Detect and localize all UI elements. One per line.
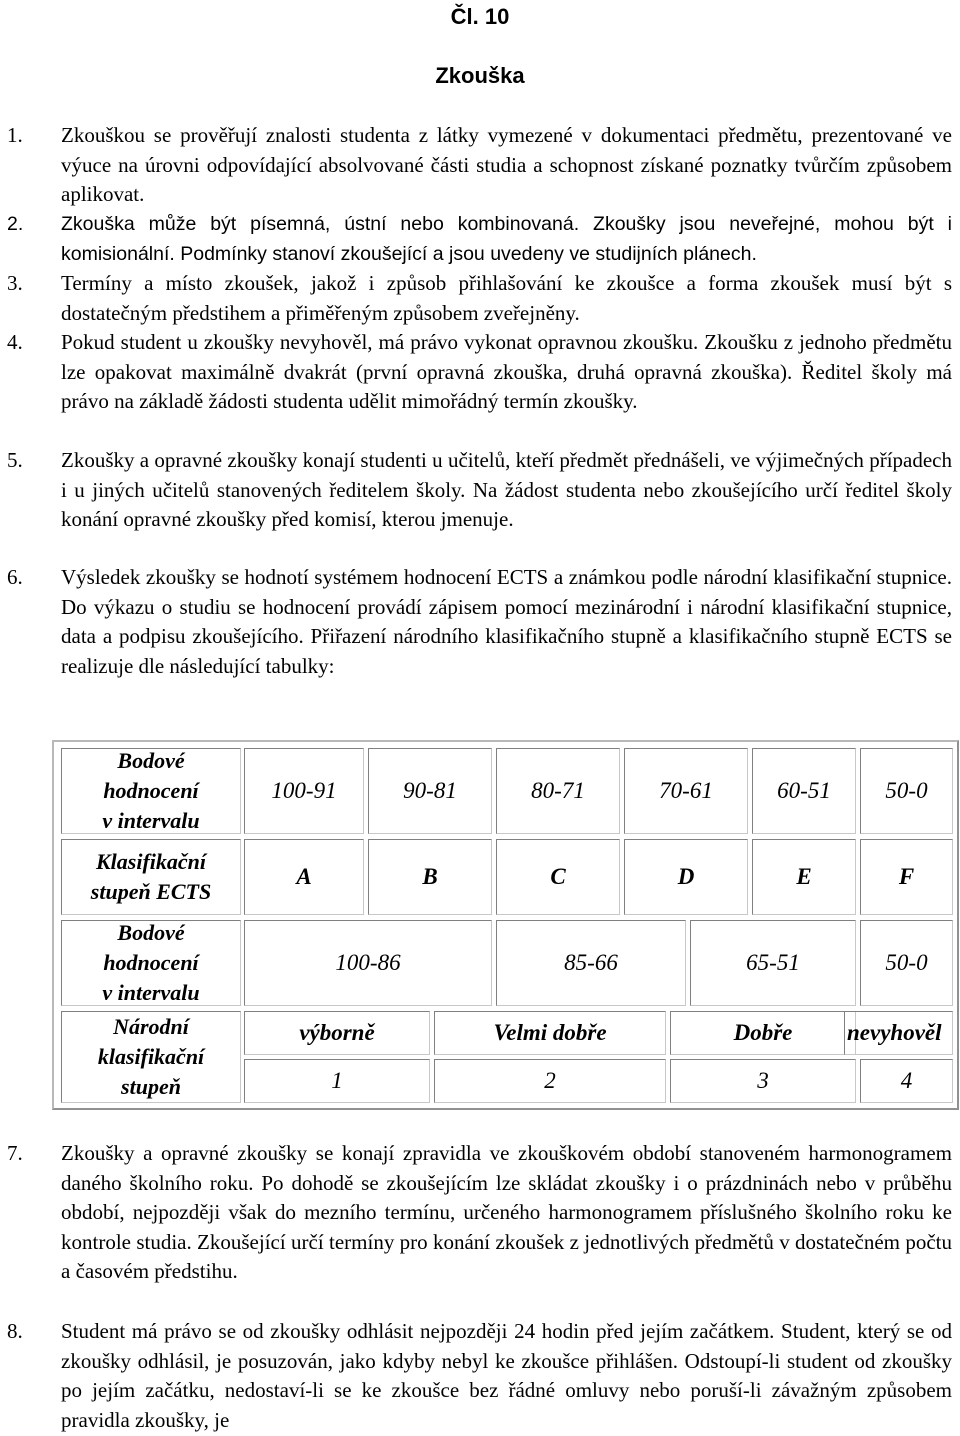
ects-grade-cell: C <box>496 839 620 915</box>
paragraph-number: 7. <box>7 1141 23 1165</box>
national-points-cell: 65-51 <box>690 920 856 1006</box>
national-points-cell: 50-0 <box>860 920 953 1006</box>
paragraph-8 <box>0 1317 952 1435</box>
paragraph-number: 6. <box>7 565 23 589</box>
paragraph-2 <box>0 210 952 269</box>
national-number-cell: 3 <box>670 1059 856 1103</box>
paragraph-number: 8. <box>7 1319 23 1343</box>
grade-table <box>52 740 959 1110</box>
paragraph-number: 5. <box>7 448 23 472</box>
ects-grade-cell: D <box>624 839 748 915</box>
ects-points-cell: 90-81 <box>368 748 492 834</box>
paragraph-6 <box>0 563 952 681</box>
ects-points-cell: 70-61 <box>624 748 748 834</box>
ects-grade-cell: F <box>860 839 953 915</box>
ects-grade-cell: B <box>368 839 492 915</box>
paragraph-text: Student má právo se od zkoušky odhlásit nejpozději 24 hodin před jejím začátkem. Student, který se od zkoušky odhlásil, je posuzován, jako kdyby nebyl ke zkoušce přihlášen. Odstoupí-li student od zkoušky po jejím začátku, nedostaví-li se ke zkoušce bez řádné omluvy nebo poruší-li závažným způsobem pravidla zkoušky, je <box>61 1319 952 1432</box>
paragraph-3 <box>0 269 952 328</box>
paragraph-text: Zkoušky a opravné zkoušky se konají zpravidla ve zkouškovém období stanoveném harmonogramem daného školního roku. Po dohodě se zkoušejícím lze skládat zkoušky i o prázdninách nebo v průběhu období, nejpozději však do mezního termínu, určeného harmonogramem příslušného školního roku ke kontrole studia. Zkoušející určí termíny pro konání zkoušek z jednotlivých předmětů v dostatečném počtu a časovém předstihu. <box>61 1141 952 1283</box>
paragraph-number: 2. <box>7 213 24 235</box>
ects-grade-cell: E <box>752 839 856 915</box>
paragraph-5 <box>0 446 952 535</box>
ects-points-cell: 60-51 <box>752 748 856 834</box>
national-number-cell: 2 <box>434 1059 666 1103</box>
paragraph-text: Termíny a místo zkoušek, jakož i způsob přihlašování ke zkoušce a forma zkoušek musí být s dostatečným předstihem a přiměřeným způsobem zveřejněny. <box>61 271 952 325</box>
national-number-cell: 1 <box>244 1059 430 1103</box>
label-points-national: Bodové hodnocení v intervalu <box>61 920 241 1006</box>
national-word-cell: výborně <box>244 1011 430 1055</box>
paragraph-1 <box>0 121 952 210</box>
label-ects-grade: Klasifikační stupeň ECTS <box>61 839 241 915</box>
ects-grade-cell: A <box>244 839 364 915</box>
paragraph-text: Zkouškou se prověřují znalosti studenta z látky vymezené v dokumentaci předmětu, prezentované ve výuce na úrovni odpovídající absolvované části studia a schopnost získané poznatky tvůrčím způsobem aplikovat. <box>61 123 952 206</box>
paragraph-number: 3. <box>7 271 23 295</box>
label-points-ects: Bodové hodnocení v intervalu <box>61 748 241 834</box>
ects-points-cell: 80-71 <box>496 748 620 834</box>
national-word-cell: Dobře <box>670 1011 856 1055</box>
paragraph-text: Zkoušky a opravné zkoušky konají studenti u učitelů, kteří předmět přednášeli, ve výjimečných případech i u jiných učitelů stanovených ředitelem školy. Na žádost studenta nebo zkoušejícího určí ředitel školy konání opravné zkoušky před komisí, kterou jmenuje. <box>61 448 952 531</box>
national-number-cell: 4 <box>860 1059 953 1103</box>
national-points-cell: 85-66 <box>496 920 686 1006</box>
article-title: Zkouška <box>435 63 525 88</box>
paragraph-4 <box>0 328 952 417</box>
paragraph-7 <box>0 1139 952 1287</box>
paragraph-text: Výsledek zkoušky se hodnotí systémem hodnocení ECTS a známkou podle národní klasifikační stupnice. Do výkazu o studiu se hodnocení provádí zápisem pomocí mezinárodní i národní klasifikační stupnice, data a podpisu zkoušejícího. Přiřazení národního klasifikačního stupně a klasifikačního stupně ECTS se realizuje dle následující tabulky: <box>61 565 952 678</box>
ects-points-cell: 100-91 <box>244 748 364 834</box>
paragraph-text: Pokud student u zkoušky nevyhověl, má právo vykonat opravnou zkoušku. Zkoušku z jednoho předmětu lze opakovat maximálně dvakrát (první opravná zkouška, druhá opravná zkouška). Ředitel školy má právo na základě žádosti studenta udělit mimořádný termín zkoušky. <box>61 330 952 413</box>
article-number: Čl. 10 <box>450 4 510 29</box>
national-word-cell: nevyhověl <box>844 1011 953 1055</box>
ects-points-cell: 50-0 <box>860 748 953 834</box>
paragraph-number: 1. <box>7 123 23 147</box>
paragraph-number: 4. <box>7 330 23 354</box>
national-word-cell: Velmi dobře <box>434 1011 666 1055</box>
label-national-grade: Národní klasifikační stupeň <box>61 1011 241 1103</box>
national-points-cell: 100-86 <box>244 920 492 1006</box>
paragraph-text: Zkouška může být písemná, ústní nebo kombinovaná. Zkoušky jsou neveřejné, mohou být i komisionální. Podmínky stanoví zkoušející a jsou uvedeny ve studijních plánech. <box>61 213 952 265</box>
